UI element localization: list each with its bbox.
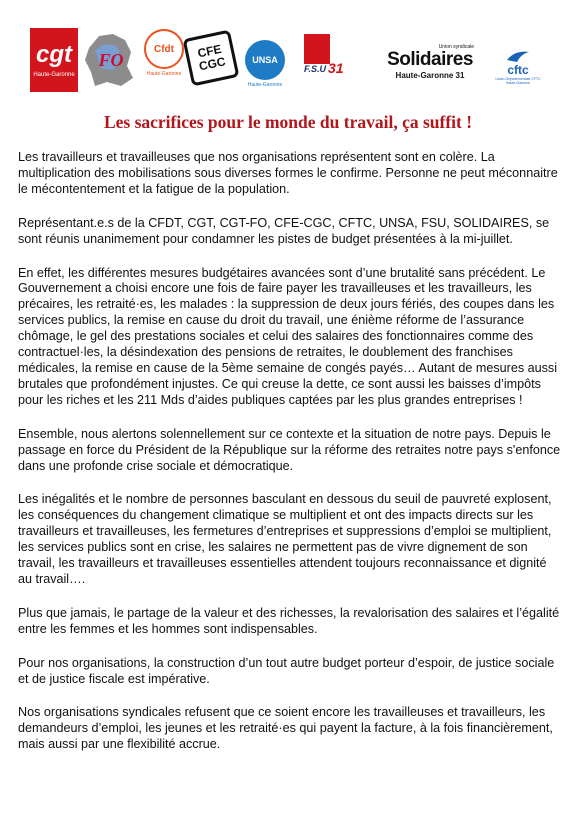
cfe-cgc-logo <box>181 25 242 90</box>
cgt-logo <box>30 28 78 92</box>
cfe-cgc-logo-name: CFE CGC <box>196 41 227 74</box>
unsa-logo-name: UNSA <box>252 55 278 65</box>
fsu-logo-block <box>304 34 330 64</box>
paragraph-3: En effet, les différentes mesures budgétaires avancées sont d’une brutalité sans précédent. Le Gouvernement a choisi encore une fois de faire payer les travailleuses et les travailleurs, les précaires, les retraité·es, les malades : la suppression de deux jours fériés, des coupes dans les services publics, la remise en cause du droit du travail, une énième réforme de l’assurance chômage, le gel des prestations sociales et celui des salaires des fonctionnaires comme des contractuel·les, la désindexation des pensions de retraites, le doublement des franchises médicales, la remise en cause de la 5ème semaine de congés payés… Autant de mesures aussi brutales que profondément injustes. Ce qui creuse la dette, ce sont aussi les baisses d’impôts pour les riches et les 211 Mds d’aides publiques captées par les plus grandes entreprises ! <box>18 265 558 407</box>
cgt-logo-sub: Haute-Garonne <box>33 72 75 78</box>
cftc-logo <box>490 44 546 88</box>
cftc-logo-name: cftc <box>507 62 529 77</box>
solidaires-logo-small: Union syndicale <box>438 44 474 50</box>
cfe-cgc-logo-badge <box>183 30 240 87</box>
unsa-logo-sub: Haute-Garonne <box>247 82 283 88</box>
unsa-logo-badge <box>245 40 285 80</box>
paragraph-2: Représentant.e.s de la CFDT, CGT, CGT-FO, CFE-CGC, CFTC, UNSA, FSU, SOLIDAIRES, se sont réunis unanimement pour condamner les pistes de budget présentées à la mi-juillet. <box>18 215 550 246</box>
cftc-bird-icon <box>505 48 531 64</box>
statement-body <box>18 150 562 771</box>
paragraph-5: Les inégalités et le nombre de personnes basculant en dessous du seuil de pauvreté explosent, les conséquences du changement climatique se multiplient et ont des impacts directs sur les travailleurs et travailleuses, les fermetures d’entreprises et suppressions d’emploi se multiplient, les services publics sont en crise, les salaires ne permettent pas de vivre dignement de son travail, les travailleurs et travailleuses essentielles attendent toujours reconnaissance et dignité au travail…. <box>18 492 552 586</box>
paragraph-1: Les travailleurs et travailleuses que nos organisations représentent sont en colère. La multiplication des mobilisations sous diverses formes le confirme. Personne ne peut méconnaitre le mécontentement et la fatigue de la population. <box>18 150 558 196</box>
cfdt-logo <box>143 28 185 78</box>
cfdt-logo-badge <box>144 29 184 69</box>
page-title: Les sacrifices pour le monde du travail, ça suffit ! <box>103 112 473 132</box>
paragraph-6: Plus que jamais, le partage de la valeur et des richesses, la revalorisation des salaires et l’égalité entre les femmes et les hommes sont indispensables. <box>18 605 560 636</box>
solidaires-logo-name: Solidaires <box>387 49 473 70</box>
solidaires-logo-sub: Haute-Garonne 31 <box>395 71 465 80</box>
paragraph-8: Nos organisations syndicales refusent que ce soient encore les travailleuses et travailleurs, les demandeurs d’emploi, les jeunes et les retraité·es qui payent la facture, à la fois financièrement, mais aussi par une flexibilité accrue. <box>18 705 553 752</box>
fsu-logo-number: 31 <box>328 60 344 76</box>
cfdt-logo-sub: Haute-Garonne <box>146 71 182 77</box>
cfdt-logo-name: Cfdt <box>154 43 174 55</box>
fo-logo <box>83 28 139 92</box>
union-logos-bar <box>0 0 576 100</box>
cgt-logo-name: cgt <box>36 41 72 68</box>
unsa-logo <box>243 38 287 90</box>
fsu-logo-name: F.S.U <box>304 64 327 74</box>
paragraph-4: Ensemble, nous alertons solennellement sur ce contexte et la situation de notre pays. Depuis le passage en force du Président de la République sur la réforme des retraites notre pays s'enfonce dans une profonde crise sociale et démocratique. <box>18 426 561 473</box>
cftc-logo-sub: Union Départementale CFTC Haute-Garonne <box>495 76 541 85</box>
fo-logo-name: FO <box>98 49 124 70</box>
solidaires-logo <box>380 40 480 84</box>
paragraph-7: Pour nos organisations, la construction d’un tout autre budget porteur d’espoir, de justice sociale et de justice fiscale est impérative. <box>18 655 555 686</box>
fsu-logo <box>302 34 348 78</box>
